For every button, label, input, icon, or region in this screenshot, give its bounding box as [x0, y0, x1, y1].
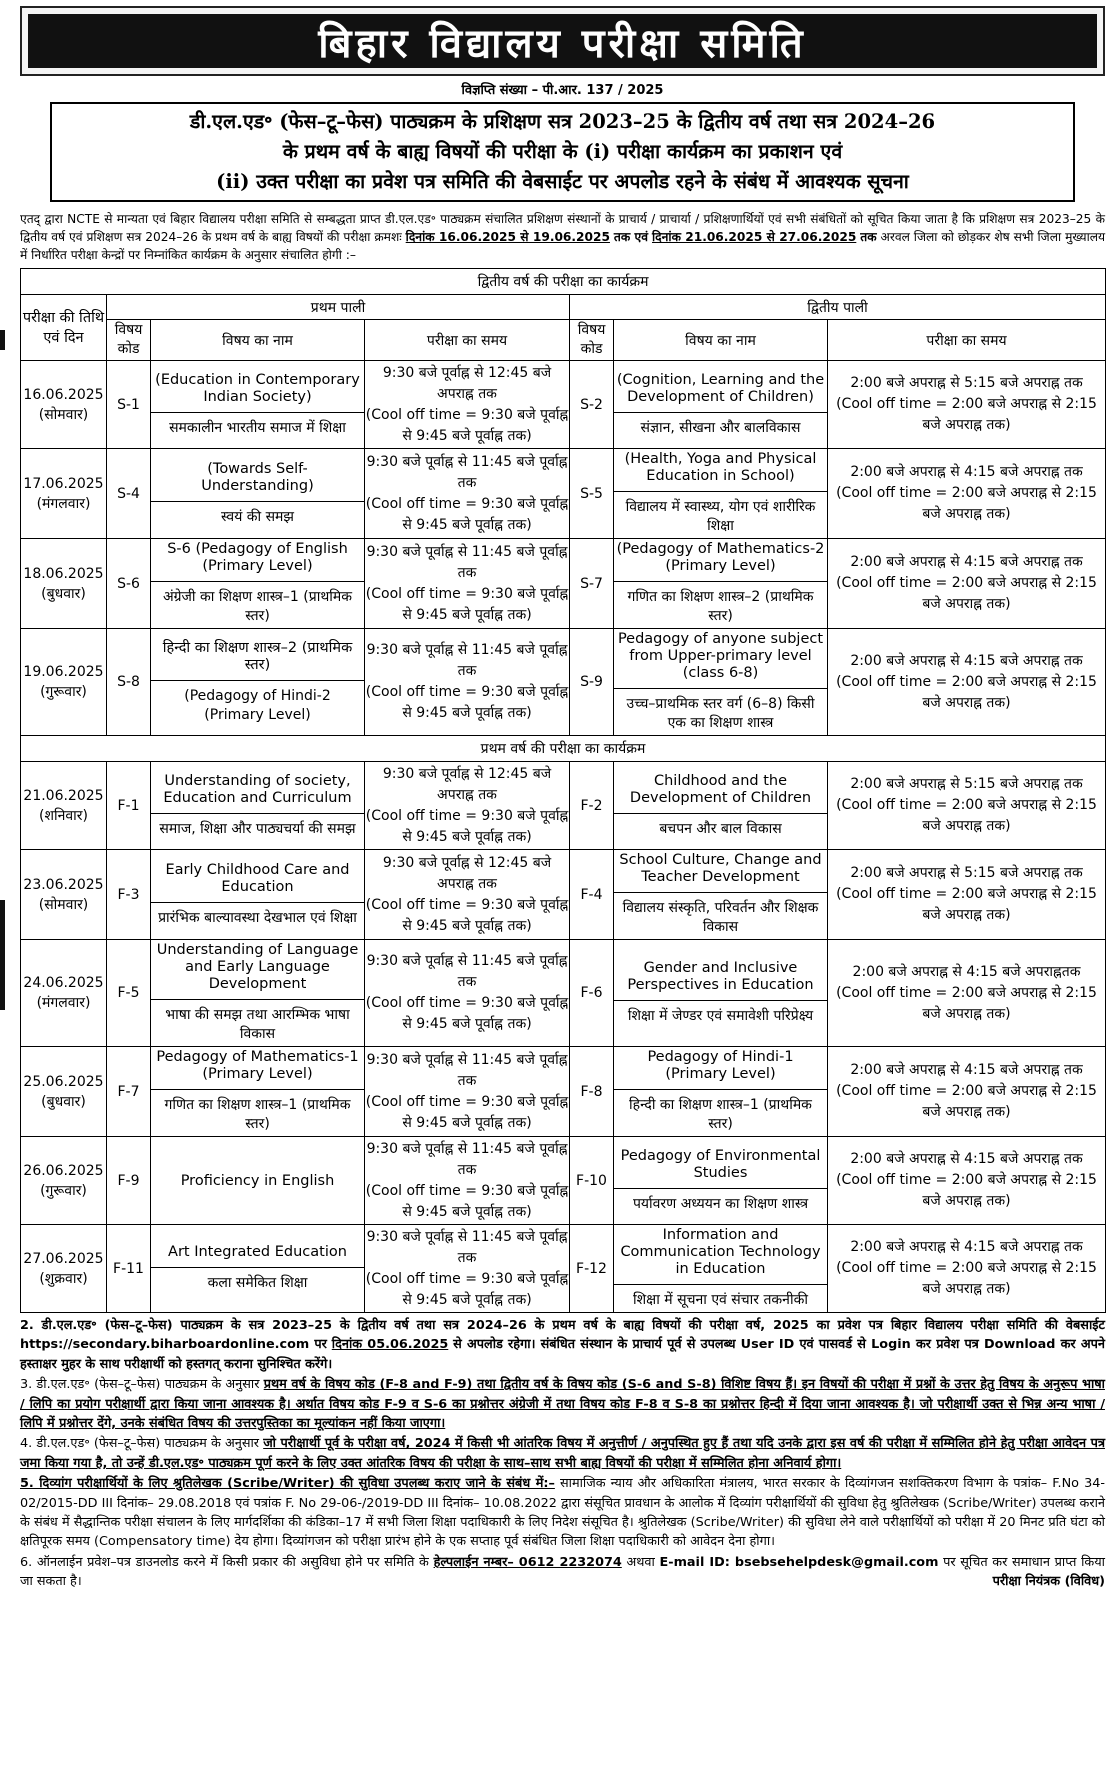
- exam-date-cell: [21, 762, 107, 850]
- subject-line-2: के प्रथम वर्ष के बाह्य विषयों की परीक्षा के (i) परीक्षा कार्यक्रम का प्रकाशन एवं: [282, 140, 843, 163]
- subject-code: F-11: [107, 1225, 151, 1313]
- subject-cell: [151, 629, 365, 736]
- subject-name-english: Pedagogy of anyone subject from Upper-primary level (class 6-8): [614, 629, 827, 689]
- schedule-row: [21, 449, 1106, 539]
- note-2: [20, 1316, 1105, 1374]
- subject-cell: [151, 1047, 365, 1137]
- schedule-row: [21, 940, 1106, 1047]
- subject-cell: [614, 940, 828, 1047]
- cool-off-time: (Cool off time = 9:30 बजे पूर्वाह्न से 9:45 बजे पूर्वाह्न तक): [365, 406, 569, 444]
- cool-off-time: (Cool off time = 2:00 बजे अपराह्न से 2:15 बजे अपराह्न तक): [836, 1083, 1097, 1120]
- exam-date-cell: [21, 1225, 107, 1313]
- exam-time: 2:00 बजे अपराह्न से 5:15 बजे अपराह्न तक: [850, 375, 1083, 391]
- cool-off-time: (Cool off time = 2:00 बजे अपराह्न से 2:15 बजे अपराह्न तक): [836, 1260, 1097, 1297]
- subject-code: F-7: [107, 1047, 151, 1137]
- cool-off-time: (Cool off time = 9:30 बजे पूर्वाह्न से 9:45 बजे पूर्वाह्न तक): [365, 896, 569, 934]
- note-4-text-b: जो परीक्षार्थी पूर्व के परीक्षा वर्ष, 2024 में किसी भी आंतरिक विषय में अनुत्तीर्ण / अनुपस्थित हुए हैं तथा यदि उनके द्वारा इस वर्ष की परीक्षा में सम्मिलित होने हेतु परीक्षा आवेदन पत्र जमा किया गया है, तो उन्हें डी.एल.एड॰ पाठ्यक्रम पूर्ण करने के लिए उक्त आंतरिक विषय की परीक्षा के साथ–साथ सभी बाह्य विषयों की परीक्षा में सम्मिलित होना अनिवार्य होगा।: [20, 1436, 1106, 1471]
- subject-code: F-2: [570, 762, 614, 850]
- schedule-row: [21, 1225, 1106, 1313]
- cool-off-time: (Cool off time = 9:30 बजे पूर्वाह्न से 9:45 बजे पूर्वाह्न तक): [365, 585, 569, 623]
- subject-name-english: (Health, Yoga and Physical Education in School): [614, 449, 827, 492]
- schedule-row: [21, 361, 1106, 449]
- exam-time-cell: [365, 539, 570, 629]
- subject-name-english: Pedagogy of Hindi-1 (Primary Level): [614, 1047, 827, 1090]
- subject-name-hindi: हिन्दी का शिक्षण शास्त्र–1 (प्राथमिक स्तर): [629, 1097, 812, 1132]
- exam-time: 2:00 बजे अपराह्न से 4:15 बजे अपराह्न तक: [850, 1062, 1083, 1078]
- intro-date-range-1: दिनांक 16.06.2025 से 19.06.2025: [405, 230, 610, 244]
- exam-date-cell: [21, 1047, 107, 1137]
- exam-day: (शुक्रवार): [39, 1270, 88, 1287]
- subject-name-hindi: विद्यालय में स्वास्थ्य, योग एवं शारीरिक शिक्षा: [625, 499, 816, 534]
- exam-time-cell: [828, 449, 1106, 539]
- subject-cell: [151, 762, 365, 850]
- note-6-text-a: 6. ऑनलाईन प्रवेश–पत्र डाउनलोड करने में किसी प्रकार की असुविधा होने पर समिति के: [20, 1554, 429, 1570]
- cool-off-time: (Cool off time = 2:00 बजे अपराह्न से 2:15 बजे अपराह्न तक): [836, 886, 1097, 923]
- subject-cell: [151, 449, 365, 539]
- subject-code: F-1: [107, 762, 151, 850]
- subject-name-hindi: पर्यावरण अध्ययन का शिक्षण शास्त्र: [632, 1195, 809, 1212]
- exam-date: 24.06.2025: [23, 975, 104, 991]
- note-2-text-b: से अपलोड रहेगा। संबंधित संस्थान के प्राचार्य पूर्व से उपलब्ध User ID एवं पासवर्ड से Login कर प्रवेश पत्र Download कर अपने हस्ताक्षर मुहर के साथ परीक्षार्थी को हस्तगत् कराना सुनिश्चित करेंगे।: [20, 1337, 1106, 1372]
- subject-cell: [614, 762, 828, 850]
- subject-name-english: Information and Communication Technology in Education: [614, 1225, 827, 1285]
- subject-cell: [151, 940, 365, 1047]
- intro-date-range-2: दिनांक 21.06.2025 से 27.06.2025: [652, 230, 857, 244]
- col-header-subject: विषय का नाम: [151, 320, 365, 361]
- col-header-code: विषय कोड: [107, 320, 151, 361]
- col-header-subject: विषय का नाम: [614, 320, 828, 361]
- intro-paragraph: [20, 210, 1105, 264]
- exam-time-cell: [365, 1225, 570, 1313]
- subject-name-hindi: शिक्षा में जेण्डर एवं समावेशी परिप्रेक्ष्य: [627, 1008, 814, 1024]
- subject-name-english: S-6 (Pedagogy of English (Primary Level): [151, 539, 364, 582]
- subject-name-hindi: संज्ञान, सीखना और बालविकास: [640, 419, 801, 436]
- subject-cell: [614, 1047, 828, 1137]
- schedule-row: [21, 762, 1106, 850]
- exam-day: (गुरूवार): [40, 1182, 87, 1199]
- note-3-text-a: 3. डी.एल.एड॰ (फेस–टू–फेस) पाठ्यक्रम के अनुसार: [20, 1377, 260, 1393]
- exam-day: (मंगलवार): [36, 495, 91, 512]
- schedule-row: [21, 850, 1106, 940]
- exam-time: 2:00 बजे अपराह्न से 4:15 बजे अपराह्न तक: [850, 554, 1083, 570]
- subject-name-english: Early Childhood Care and Education: [151, 860, 364, 903]
- exam-date: 16.06.2025: [23, 386, 104, 403]
- subject-code: F-4: [570, 850, 614, 940]
- subject-name-english: (Towards Self-Understanding): [151, 459, 364, 502]
- subject-name-english: Pedagogy of Mathematics-1 (Primary Level): [151, 1047, 364, 1090]
- exam-day: (बुधवार): [41, 585, 86, 602]
- subject-code: S-7: [570, 539, 614, 629]
- helpdesk-email: E-mail ID: bsebsehelpdesk@gmail.com: [659, 1554, 939, 1570]
- exam-time-cell: [365, 1137, 570, 1225]
- exam-time: 2:00 बजे अपराह्न से 4:15 बजे अपराह्न तक: [850, 652, 1083, 669]
- subject-cell: [151, 1137, 365, 1225]
- exam-time: 2:00 बजे अपराह्न से 5:15 बजे अपराह्न तक: [850, 776, 1083, 792]
- col-header-date: परीक्षा की तिथि एवं दिन: [21, 295, 107, 361]
- exam-time-cell: [828, 850, 1106, 940]
- exam-time: 9:30 बजे पूर्वाह्न से 12:45 बजे अपराह्न तक: [382, 364, 552, 402]
- notice-content: [20, 6, 1105, 1593]
- cool-off-time: (Cool off time = 2:00 बजे अपराह्न से 2:15 बजे अपराह्न तक): [836, 984, 1097, 1022]
- subject-name: Proficiency in English: [180, 1172, 335, 1189]
- exam-day: (गुरूवार): [40, 684, 87, 700]
- note-3: [20, 1375, 1105, 1433]
- subject-cell: [614, 850, 828, 940]
- subject-name-hindi: स्वयं की समझ: [220, 508, 295, 525]
- note-5-text-a: 5. दिव्यांग परीक्षार्थियों के लिए श्रुतिलेखक (Scribe/Writer) की सुविधा उपलब्ध कराए जाने के संबंध में:–: [20, 1476, 555, 1492]
- exam-day: (मंगलवार): [36, 995, 91, 1011]
- note-6-text-b: अथवा: [626, 1554, 655, 1570]
- cool-off-time: (Cool off time = 2:00 बजे अपराह्न से 2:15 बजे अपराह्न तक): [836, 485, 1097, 522]
- exam-time: 2:00 बजे अपराह्न से 5:15 बजे अपराह्न तक: [850, 865, 1083, 881]
- note-2-text-a: 2. डी.एल.एड॰ (फेस–टू–फेस) पाठ्यक्रम के सत्र 2023–25 के द्वितीय वर्ष तथा सत्र 2024–26 के प्रथम वर्ष के बाह्य विषयों की परीक्षा वर्ष, 2025 का प्रवेश पत्र बिहार विद्यालय परीक्षा समिति की वेबसाईट https://secondary.biharboardonline.com पर: [20, 1318, 1105, 1353]
- cool-off-time: (Cool off time = 2:00 बजे अपराह्न से 2:15 बजे अपराह्न तक): [836, 575, 1097, 612]
- exam-time: 9:30 बजे पूर्वाह्न से 12:45 बजे अपराह्न तक: [382, 765, 552, 803]
- helpline-number: हेल्पलाईन नम्बर– 0612 2232074: [433, 1554, 622, 1570]
- cool-off-time: (Cool off time = 9:30 बजे पूर्वाह्न से 9:45 बजे पूर्वाह्न तक): [365, 1270, 569, 1308]
- exam-time: 9:30 बजे पूर्वाह्न से 11:45 बजे पूर्वाह्न तक: [366, 543, 568, 581]
- note-2-date: दिनांक 05.06.2025: [331, 1337, 449, 1353]
- subject-name-hindi: कला समेकित शिक्षा: [207, 1275, 308, 1291]
- exam-time-cell: [365, 762, 570, 850]
- subject-cell: [614, 449, 828, 539]
- exam-time-cell: [828, 1047, 1106, 1137]
- subject-code: F-9: [107, 1137, 151, 1225]
- subject-name-english: (Pedagogy of Mathematics-2 (Primary Level): [614, 539, 827, 582]
- exam-time-cell: [365, 361, 570, 449]
- exam-date-cell: [21, 539, 107, 629]
- subject-line-1: डी.एल.एड॰ (फेस–टू–फेस) पाठ्यक्रम के प्रशिक्षण सत्र 2023–25 के द्वितीय वर्ष तथा सत्र 2024–26: [189, 110, 936, 133]
- exam-time: 9:30 बजे पूर्वाह्न से 11:45 बजे पूर्वाह्न तक: [366, 953, 568, 990]
- subject-name-english: Art Integrated Education: [151, 1242, 364, 1268]
- note-6-text-c: पर सूचित कर समाधान प्राप्त किया जा सकता है।: [20, 1554, 1105, 1590]
- cool-off-time: (Cool off time = 2:00 बजे अपराह्न से 2:15 बजे अपराह्न तक): [836, 673, 1097, 711]
- schedule-row: [21, 629, 1106, 736]
- col-header-time: परीक्षा का समय: [828, 320, 1106, 361]
- subject-name-hindi: प्रारंभिक बाल्यावस्था देखभाल एवं शिक्षा: [158, 909, 357, 926]
- subject-code: F-5: [107, 940, 151, 1047]
- org-banner: [20, 6, 1105, 76]
- col-header-time: परीक्षा का समय: [365, 320, 570, 361]
- exam-time-cell: [828, 361, 1106, 449]
- subject-name-hindi: गणित का शिक्षण शास्त्र–1 (प्राथमिक स्तर): [164, 1097, 351, 1132]
- subject-code: S-1: [107, 361, 151, 449]
- first-year-title: प्रथम वर्ष की परीक्षा का कार्यक्रम: [21, 736, 1106, 762]
- subject-name-hindi: शिक्षा में सूचना एवं संचार तकनीकी: [633, 1292, 808, 1308]
- first-shift-header: प्रथम पाली: [107, 295, 570, 320]
- exam-day: (शनिवार): [39, 807, 88, 824]
- exam-time: 9:30 बजे पूर्वाह्न से 12:45 बजे अपराह्न तक: [382, 854, 552, 892]
- subject-name-english: हिन्दी का शिक्षण शास्त्र–2 (प्राथमिक स्तर): [151, 638, 364, 681]
- exam-time: 2:00 बजे अपराह्न से 4:15 बजे अपराह्नतक: [852, 963, 1081, 980]
- note-6: [20, 1553, 1105, 1592]
- subject-cell: [614, 1225, 828, 1313]
- note-4-text-a: 4. डी.एल.एड॰ (फेस–टू–फेस) पाठ्यक्रम के अनुसार: [20, 1436, 260, 1452]
- subject-name-english: Childhood and the Development of Children: [614, 771, 827, 814]
- subject-cell: [614, 629, 828, 736]
- exam-date: 25.06.2025: [23, 1073, 104, 1090]
- subject-code: S-4: [107, 449, 151, 539]
- intro-text: एतद् द्वारा NCTE से मान्यता एवं बिहार विद्यालय परीक्षा समिति से सम्बद्धता प्राप्त डी.एल.एड॰ पाठ्यक्रम संचालित प्रशिक्षण संस्थानों के प्राचार्य / प्राचार्या / प्रशिक्षणार्थियों एवं सभी संबंधितों को सूचित किया जाता है कि प्रशिक्षण सत्र 2023–25 के द्वितीय वर्ष एवं प्रशिक्षण सत्र 2024–26 के प्रथम वर्ष के बाह्य विषयों की परीक्षा क्रमशः: [20, 212, 1105, 244]
- exam-day: (बुधवार): [41, 1093, 86, 1110]
- exam-schedule-table: [20, 268, 1106, 1313]
- exam-time: 9:30 बजे पूर्वाह्न से 11:45 बजे पूर्वाह्न तक: [366, 1228, 568, 1266]
- subject-name-english: Understanding of society, Education and Curriculum: [151, 771, 364, 814]
- notes-section: [20, 1316, 1105, 1592]
- exam-date: 27.06.2025: [23, 1250, 104, 1267]
- exam-time: 9:30 बजे पूर्वाह्न से 11:45 बजे पूर्वाह्न तक: [366, 453, 568, 491]
- exam-date-cell: [21, 1137, 107, 1225]
- exam-time: 9:30 बजे पूर्वाह्न से 11:45 बजे पूर्वाह्न तक: [366, 1051, 568, 1089]
- exam-time-cell: [365, 629, 570, 736]
- subject-code: S-2: [570, 361, 614, 449]
- subject-name-hindi: भाषा की समझ तथा आरम्भिक भाषा विकास: [165, 1007, 350, 1042]
- subject-cell: [151, 361, 365, 449]
- subject-name-hindi: उच्च–प्राथमिक स्तर वर्ग (6–8) किसी एक का शिक्षण शास्त्र: [626, 696, 815, 731]
- exam-date: 26.06.2025: [23, 1162, 104, 1179]
- cool-off-time: (Cool off time = 2:00 बजे अपराह्न से 2:15 बजे अपराह्न तक): [836, 1172, 1097, 1209]
- subject-code: F-10: [570, 1137, 614, 1225]
- subject-name-english: (Education in Contemporary Indian Society): [151, 370, 364, 413]
- exam-time: 2:00 बजे अपराह्न से 4:15 बजे अपराह्न तक: [850, 1239, 1083, 1255]
- subject-name-english: Pedagogy of Environmental Studies: [614, 1146, 827, 1189]
- exam-date-cell: [21, 629, 107, 736]
- note-3-text-b: प्रथम वर्ष के विषय कोड (F-8 and F-9) तथा द्वितीय वर्ष के विषय कोड (S-6 and S-8) विशिष्ट विषय हैं। इन विषयों की परीक्षा में प्रश्नों के उत्तर हेतु विषय के अनुरूप भाषा / लिपि का प्रयोग परीक्षार्थी द्वारा किया जाना आवश्यक है। अर्थात विषय कोड F-9 व S-6 का प्रश्नोत्तर अंग्रेजी में तथा विषय कोड F-8 व S-8 का प्रश्नोत्तर हिन्दी में दिया जाना आवश्यक है। जो परीक्षार्थी उक्त से भिन्न अन्य भाषा / लिपि में प्रश्नोत्तर देंगे, उनके संबंधित विषय की उत्तरपुस्तिका का मूल्यांकन नहीं किया जाएगा।: [20, 1377, 1105, 1432]
- intro-tail: अरवल जिला को छोड़कर शेष सभी जिला मुख्यालय में निर्धारित परीक्षा केन्द्रों पर निम्नांकित कार्यक्रम के अनुसार संचालित होगी :–: [20, 230, 1106, 262]
- exam-date: 18.06.2025: [23, 565, 104, 582]
- exam-day: (सोमवार): [38, 896, 89, 913]
- subject-cell: [151, 850, 365, 940]
- subject-cell: [151, 539, 365, 629]
- note-4: [20, 1434, 1105, 1473]
- note-5-text-b: सामाजिक न्याय और अधिकारिता मंत्रालय, भारत सरकार के दिव्यांगजन सशक्तिकरण विभाग के पत्रांक– F.No 34-02/2015-DD III दिनांक– 29.08.2018 एवं पत्रांक F. No 29-06-/2019-DD III दिनांक– 10.08.2022 द्वारा संसूचित प्रावधान के आलोक में दिव्यांग परीक्षार्थियों की सुविधा हेतु श्रुतिलेखक (Scribe/Writer) उपलब्ध कराने के संबंध में सैद्धान्तिक परीक्षा संचालन के लिए मार्गदर्शिका की कंडिका–17 में सभी जिला शिक्षा पदाधिकारी के लिए निदेश संसूचित है। श्रुतिलेखक (Scribe/Writer) की सुविधा लेने वाले परीक्षार्थियों को परीक्षा में 20 मिनट प्रति घंटा को क्षतिपूरक समय (Compensatory time) देय होगा। दिव्यांगजन को परीक्षा प्रारंभ होने के एक सप्ताह पूर्व संबंधित जिला शिक्षा पदाधिकारी को आवेदन देना होगा।: [20, 1476, 1106, 1550]
- subject-code: F-3: [107, 850, 151, 940]
- exam-date: 19.06.2025: [23, 664, 104, 680]
- subject-box: [50, 102, 1075, 202]
- notice-number: विज्ञप्ति संख्या – पी.आर. 137 / 2025: [461, 83, 664, 98]
- exam-time: 2:00 बजे अपराह्न से 4:15 बजे अपराह्न तक: [850, 464, 1083, 480]
- cool-off-time: (Cool off time = 9:30 बजे पूर्वाह्न से 9:45 बजे पूर्वाह्न तक): [365, 1093, 569, 1131]
- subject-name-english: Understanding of Language and Early Language Development: [151, 940, 364, 1000]
- subject-name-hindi: अंग्रेजी का शिक्षण शास्त्र–1 (प्राथमिक स्तर): [162, 589, 353, 624]
- intro-tail-bold: तक: [860, 230, 877, 244]
- subject-name-hindi: (Pedagogy of Hindi-2 (Primary Level): [184, 687, 331, 723]
- subject-code: S-6: [107, 539, 151, 629]
- page-left-edge: [0, 0, 12, 1778]
- exam-time-cell: [828, 940, 1106, 1047]
- subject-name-hindi: समाज, शिक्षा और पाठ्यचर्या की समझ: [159, 820, 356, 837]
- intro-mid: तक एवं: [613, 230, 649, 244]
- subject-cell: [614, 1137, 828, 1225]
- subject-name-hindi: समकालीन भारतीय समाज में शिक्षा: [169, 419, 346, 436]
- first-year-title-row: [21, 736, 1106, 762]
- second-shift-header: द्वितीय पाली: [570, 295, 1106, 320]
- col-header-code: विषय कोड: [570, 320, 614, 361]
- schedule-row: [21, 1047, 1106, 1137]
- exam-time-cell: [365, 850, 570, 940]
- subject-code: S-9: [570, 629, 614, 736]
- note-5: [20, 1474, 1105, 1552]
- exam-date-cell: [21, 361, 107, 449]
- exam-date-cell: [21, 850, 107, 940]
- exam-date-cell: [21, 940, 107, 1047]
- cool-off-time: (Cool off time = 2:00 बजे अपराह्न से 2:15 बजे अपराह्न तक): [836, 396, 1097, 433]
- subject-code: S-8: [107, 629, 151, 736]
- exam-time-cell: [365, 940, 570, 1047]
- exam-time-cell: [365, 449, 570, 539]
- schedule-row: [21, 539, 1106, 629]
- subject-code: F-12: [570, 1225, 614, 1313]
- exam-time: 9:30 बजे पूर्वाह्न से 11:45 बजे पूर्वाह्न तक: [366, 642, 568, 679]
- subject-code: F-8: [570, 1047, 614, 1137]
- exam-time: 2:00 बजे अपराह्न से 4:15 बजे अपराह्न तक: [850, 1151, 1083, 1167]
- exam-date: 21.06.2025: [23, 787, 104, 804]
- subject-line-3: (ii) उक्त परीक्षा का प्रवेश पत्र समिति की वेबसाईट पर अपलोड रहने के संबंध में आवश्यक सूचना: [216, 170, 909, 193]
- exam-day: (सोमवार): [38, 406, 89, 423]
- subject-name-english: (Cognition, Learning and the Development of Children): [614, 370, 827, 413]
- cool-off-time: (Cool off time = 2:00 बजे अपराह्न से 2:15 बजे अपराह्न तक): [836, 797, 1097, 834]
- cool-off-time: (Cool off time = 9:30 बजे पूर्वाह्न से 9:45 बजे पूर्वाह्न तक): [365, 684, 569, 721]
- subject-cell: [614, 361, 828, 449]
- exam-time: 9:30 बजे पूर्वाह्न से 11:45 बजे पूर्वाह्न तक: [366, 1140, 568, 1178]
- subject-name-hindi: बचपन और बाल विकास: [659, 820, 782, 837]
- exam-time-cell: [828, 1225, 1106, 1313]
- subject-code: F-6: [570, 940, 614, 1047]
- exam-time-cell: [828, 1137, 1106, 1225]
- edge-mark: [0, 330, 5, 350]
- cool-off-time: (Cool off time = 9:30 बजे पूर्वाह्न से 9:45 बजे पूर्वाह्न तक): [365, 807, 569, 845]
- org-title: बिहार विद्यालय परीक्षा समिति: [28, 14, 1097, 68]
- subject-name-english: Gender and Inclusive Perspectives in Education: [614, 958, 827, 1001]
- cool-off-time: (Cool off time = 9:30 बजे पूर्वाह्न से 9:45 बजे पूर्वाह्न तक): [365, 495, 569, 533]
- edge-mark: [0, 900, 5, 1010]
- subject-name-hindi: गणित का शिक्षण शास्त्र–2 (प्राथमिक स्तर): [627, 589, 814, 624]
- exam-date-cell: [21, 449, 107, 539]
- subject-code: S-5: [570, 449, 614, 539]
- second-year-title: द्वितीय वर्ष की परीक्षा का कार्यक्रम: [21, 269, 1106, 295]
- exam-date: 23.06.2025: [23, 876, 104, 893]
- exam-date: 17.06.2025: [23, 475, 104, 492]
- cool-off-time: (Cool off time = 9:30 बजे पूर्वाह्न से 9:45 बजे पूर्वाह्न तक): [365, 995, 569, 1032]
- exam-time-cell: [828, 762, 1106, 850]
- signature-exam-controller: परीक्षा नियंत्रक (विविध): [992, 1574, 1105, 1590]
- subject-name-english: School Culture, Change and Teacher Development: [614, 850, 827, 893]
- exam-time-cell: [828, 629, 1106, 736]
- schedule-row: [21, 1137, 1106, 1225]
- exam-time-cell: [828, 539, 1106, 629]
- cool-off-time: (Cool off time = 9:30 बजे पूर्वाह्न से 9:45 बजे पूर्वाह्न तक): [365, 1182, 569, 1220]
- subject-cell: [614, 539, 828, 629]
- exam-time-cell: [365, 1047, 570, 1137]
- subject-name-hindi: विद्यालय संस्कृति, परिवर्तन और शिक्षक विकास: [622, 900, 819, 935]
- subject-cell: [151, 1225, 365, 1313]
